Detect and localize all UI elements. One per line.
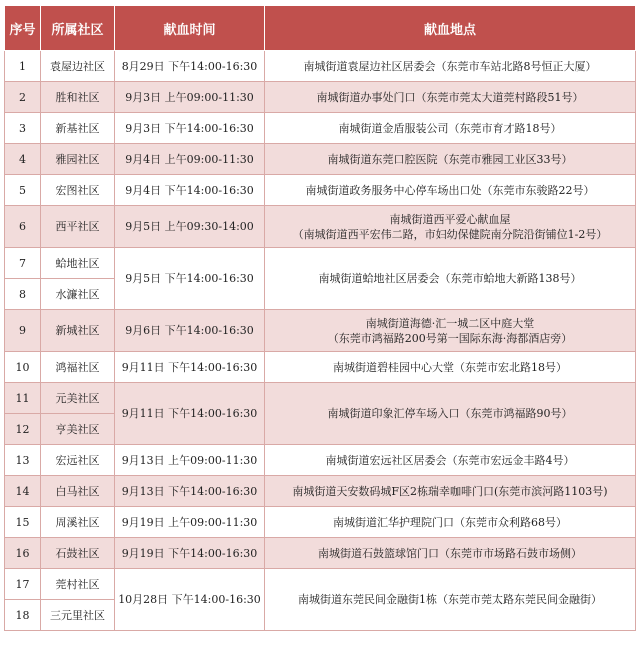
row-site — [265, 206, 636, 248]
row-site — [265, 175, 636, 206]
row-site — [265, 383, 636, 445]
row-seq: 1 — [5, 51, 41, 82]
table-row — [5, 476, 636, 507]
donation-schedule — [4, 5, 635, 631]
row-community: 袁屋边社区 — [41, 51, 115, 82]
row-site — [265, 248, 636, 310]
row-seq: 12 — [5, 414, 41, 445]
row-seq: 18 — [5, 600, 41, 631]
row-seq: 15 — [5, 507, 41, 538]
site-line: 南城街道碧桂园中心大堂（东莞市宏北路18号） — [333, 360, 567, 374]
table-row — [5, 113, 636, 144]
row-community: 三元里社区 — [41, 600, 115, 631]
header-seq: 序号 — [5, 6, 41, 51]
table-row — [5, 507, 636, 538]
header-community: 所属社区 — [41, 6, 115, 51]
row-community: 亨美社区 — [41, 414, 115, 445]
table-row — [5, 82, 636, 113]
header-time: 献血时间 — [115, 6, 265, 51]
site-line: 南城街道西平爱心献血屋 — [389, 212, 511, 226]
row-time: 9月4日 上午09:00-11:30 — [115, 144, 265, 175]
header-site: 献血地点 — [265, 6, 636, 51]
site-line: 南城街道东莞民间金融街1栋（东莞市莞太路东莞民间金融街） — [298, 593, 602, 606]
row-time: 9月4日 下午14:00-16:30 — [115, 175, 265, 206]
site-line: 南城街道汇华护理院门口（东莞市众利路68号） — [333, 515, 567, 529]
site-line: 南城街道宏远社区居委会（东莞市宏远金丰路4号） — [325, 453, 575, 467]
row-seq: 17 — [5, 569, 41, 600]
site-line: 南城街道政务服务中心停车场出口处（东莞市东骏路22号） — [305, 183, 595, 197]
site-line: 南城街道金盾服装公司（东莞市育才路18号） — [338, 121, 562, 135]
row-seq: 9 — [5, 310, 41, 352]
row-community: 鸿福社区 — [41, 352, 115, 383]
table-row — [5, 144, 636, 175]
row-seq: 13 — [5, 445, 41, 476]
row-site — [265, 476, 636, 507]
row-community: 西平社区 — [41, 206, 115, 248]
row-community: 新城社区 — [41, 310, 115, 352]
table-row — [5, 569, 636, 600]
site-line: 南城街道蛤地社区居委会（东莞市蛤地大新路138号） — [318, 272, 582, 285]
table-row — [5, 352, 636, 383]
row-seq: 3 — [5, 113, 41, 144]
table-row — [5, 538, 636, 569]
row-time: 8月29日 下午14:00-16:30 — [115, 51, 265, 82]
site-line: 南城街道天安数码城F区2栋瑞幸咖啡门口(东莞市滨河路1103号) — [292, 484, 608, 498]
table-row — [5, 310, 636, 352]
row-community: 周溪社区 — [41, 507, 115, 538]
site-line: 南城街道东莞口腔医院（东莞市雅园工业区33号） — [327, 152, 573, 166]
site-line: 南城街道石鼓篮球馆门口（东莞市市场路石鼓市场侧） — [318, 546, 582, 560]
row-community: 莞村社区 — [41, 569, 115, 600]
row-site — [265, 51, 636, 82]
row-time: 9月11日 下午14:00-16:30 — [115, 383, 265, 445]
row-site — [265, 352, 636, 383]
row-site — [265, 538, 636, 569]
site-line: 南城街道海德·汇一城二区中庭大堂 — [365, 316, 535, 330]
row-seq: 11 — [5, 383, 41, 414]
row-time: 9月6日 下午14:00-16:30 — [115, 310, 265, 352]
site-line: 南城街道办事处门口（东莞市莞太大道莞村路段51号） — [316, 90, 584, 104]
row-site — [265, 82, 636, 113]
table-header-row — [5, 6, 636, 51]
row-time: 9月19日 下午14:00-16:30 — [115, 538, 265, 569]
site-line: （南城街道西平宏伟二路，市妇幼保健院南分院沿街铺位1-2号） — [292, 227, 608, 241]
row-seq: 14 — [5, 476, 41, 507]
donation-table — [4, 5, 636, 631]
row-time: 9月11日 下午14:00-16:30 — [115, 352, 265, 383]
table-row — [5, 445, 636, 476]
site-line: （东莞市鸿福路200号第一国际东海·海都酒店旁） — [327, 331, 573, 345]
table-row — [5, 51, 636, 82]
row-seq: 2 — [5, 82, 41, 113]
row-community: 蛤地社区 — [41, 248, 115, 279]
row-seq: 4 — [5, 144, 41, 175]
row-community: 胜和社区 — [41, 82, 115, 113]
site-line: 南城街道袁屋边社区居委会（东莞市车站北路8号恒正大厦） — [303, 59, 597, 73]
row-time: 9月13日 上午09:00-11:30 — [115, 445, 265, 476]
row-site — [265, 445, 636, 476]
row-community: 宏远社区 — [41, 445, 115, 476]
row-community: 白马社区 — [41, 476, 115, 507]
row-time: 10月28日 下午14:00-16:30 — [115, 569, 265, 631]
row-time: 9月3日 上午09:00-11:30 — [115, 82, 265, 113]
row-time: 9月19日 上午09:00-11:30 — [115, 507, 265, 538]
table-row — [5, 175, 636, 206]
row-site — [265, 113, 636, 144]
row-seq: 8 — [5, 279, 41, 310]
row-time: 9月3日 下午14:00-16:30 — [115, 113, 265, 144]
row-seq: 10 — [5, 352, 41, 383]
row-seq: 5 — [5, 175, 41, 206]
table-row — [5, 248, 636, 279]
row-community: 雅园社区 — [41, 144, 115, 175]
row-community: 宏图社区 — [41, 175, 115, 206]
site-line: 南城街道印象汇停车场入口（东莞市鸿福路90号） — [327, 407, 573, 420]
row-community: 石鼓社区 — [41, 538, 115, 569]
row-site — [265, 569, 636, 631]
row-community: 元美社区 — [41, 383, 115, 414]
row-site — [265, 144, 636, 175]
row-seq: 7 — [5, 248, 41, 279]
row-seq: 6 — [5, 206, 41, 248]
table-row — [5, 383, 636, 414]
row-seq: 16 — [5, 538, 41, 569]
table-row — [5, 206, 636, 248]
row-site — [265, 310, 636, 352]
row-community: 新基社区 — [41, 113, 115, 144]
row-time: 9月13日 下午14:00-16:30 — [115, 476, 265, 507]
row-site — [265, 507, 636, 538]
row-time: 9月5日 下午14:00-16:30 — [115, 248, 265, 310]
row-community: 水濂社区 — [41, 279, 115, 310]
row-time: 9月5日 上午09:30-14:00 — [115, 206, 265, 248]
